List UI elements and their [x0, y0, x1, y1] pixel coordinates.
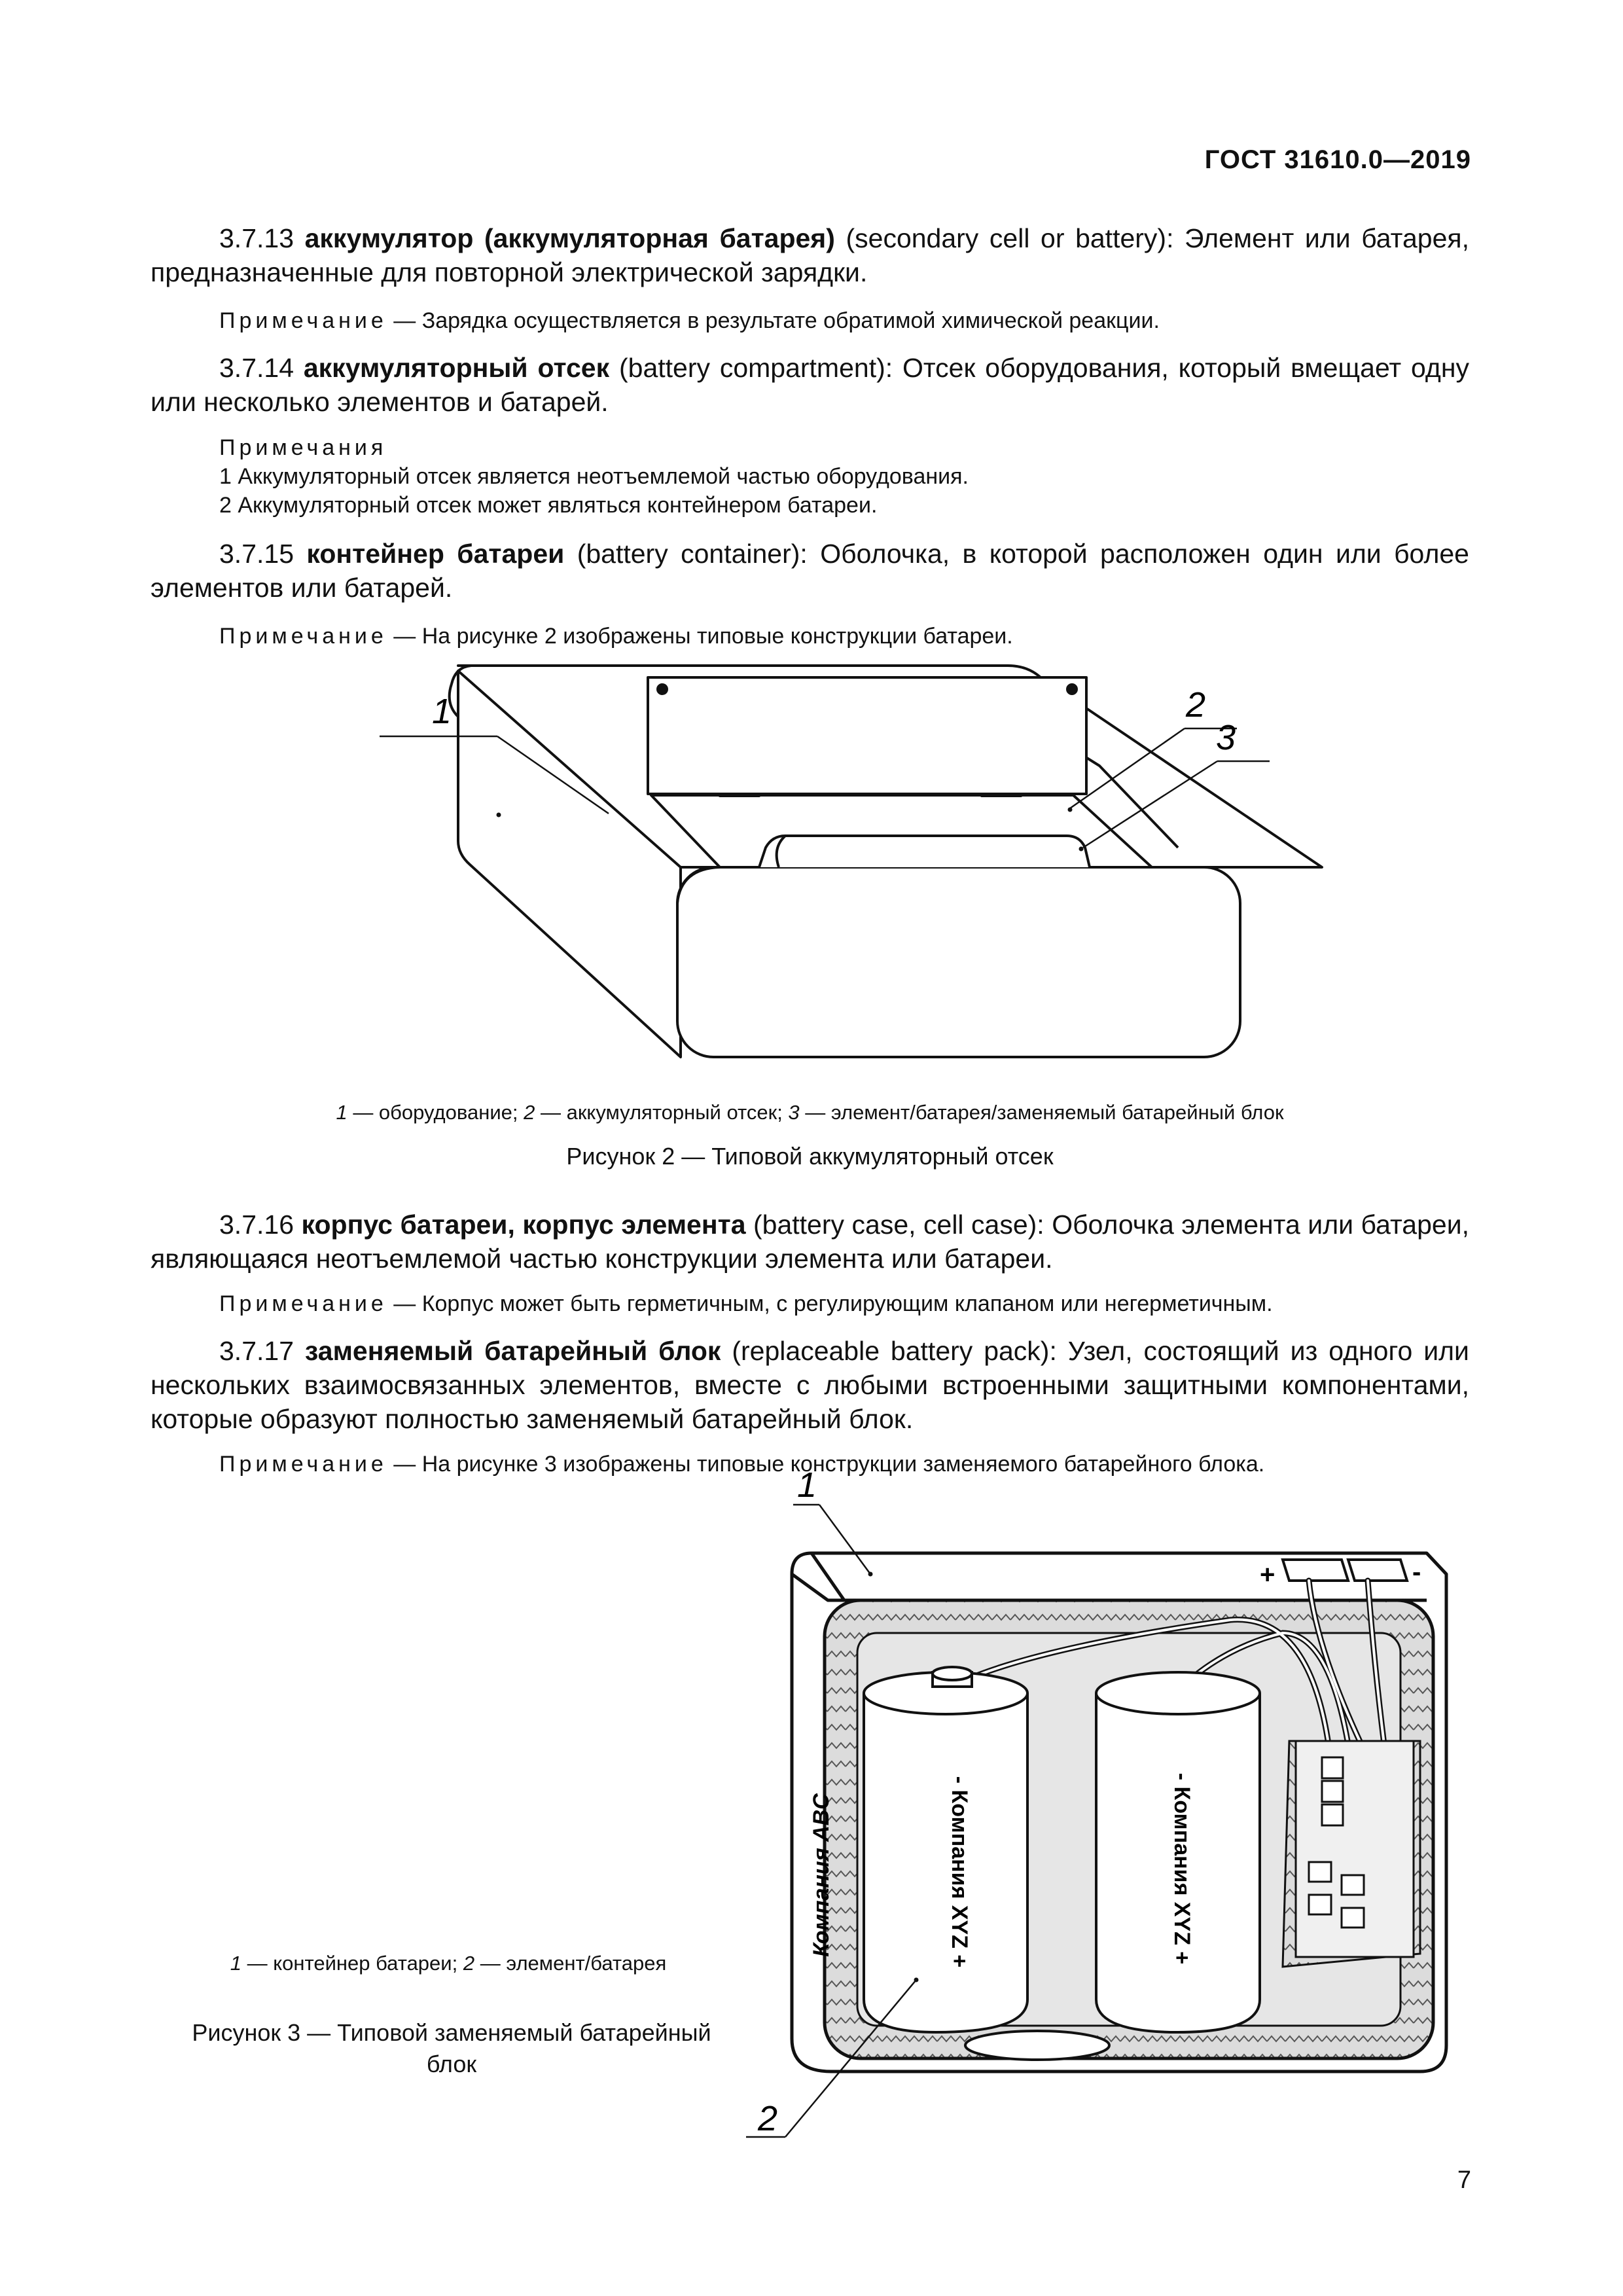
figure-3-drawing [758, 1465, 1479, 2163]
figure-3-title [157, 2017, 746, 2080]
callout-2: 2 [1186, 685, 1206, 725]
callout-1: 1 [797, 1465, 817, 1505]
callout-2: 2 [758, 2099, 778, 2138]
compartment-lid [648, 677, 1086, 794]
note-3-7-16 [219, 1289, 1463, 1318]
term-definition: (battery case, cell case): Оболочка элемента или батареи, являющаяся неотъемлемой частью конструкции элемента или батареи. [151, 1210, 1469, 1274]
cell-2-label: - Компания XYZ + [1169, 1772, 1194, 1965]
figure-2-title: Рисунок 2 — Типовой аккумуляторный отсек [566, 1143, 1054, 1170]
cell-1-body [864, 1693, 1027, 2032]
note-label: Примечание [219, 308, 387, 333]
figure-3-title-line-1: Рисунок 3 — Типовой заменяемый батарейный [192, 2019, 711, 2046]
term-title: заменяемый батарейный блок [304, 1336, 721, 1366]
legend-num-1: 1 [336, 1101, 348, 1124]
term-number: 3.7.15 [219, 539, 294, 569]
page-number: 7 [1457, 2166, 1471, 2194]
note-3-7-13 [219, 306, 1463, 335]
component-6 [1309, 1895, 1331, 1914]
component-2 [1322, 1781, 1343, 1802]
figure-3-title-line-2: блок [426, 2051, 477, 2077]
term-3-7-14 [151, 351, 1469, 419]
legend-text-1: — контейнер батареи; [241, 1952, 463, 1975]
point-1 [868, 1572, 873, 1577]
figure-2-legend [151, 1100, 1469, 1126]
note-text: — Корпус может быть герметичным, с регулирующим клапаном или негерметичным. [387, 1291, 1273, 1316]
terminal-minus-socket [1348, 1560, 1407, 1581]
term-number: 3.7.16 [219, 1210, 294, 1240]
figure-2-drawing [353, 651, 1302, 1096]
term-title: контейнер батареи [306, 539, 565, 569]
term-3-7-15 [151, 537, 1469, 605]
term-definition: (battery compartment): Отсек оборудования, который вмещает одну или несколько элементов и батарей. [151, 353, 1469, 417]
cell-shadow [965, 2031, 1109, 2060]
legend-num-3: 3 [788, 1101, 800, 1124]
term-title: аккумуляторный отсек [303, 353, 610, 383]
legend-text-2: — элемент/батарея [474, 1952, 667, 1975]
side-label-company-abc: Компания ABC [809, 1793, 834, 1957]
component-1 [1322, 1757, 1343, 1778]
note-line-1: 1 Аккумуляторный отсек является неотъемлемой частью оборудования. [219, 464, 969, 489]
legend-num-2: 2 [524, 1101, 535, 1124]
equipment-front-face [677, 867, 1240, 1057]
legend-text-2: — аккумуляторный отсек; [535, 1101, 789, 1124]
cell-in-compartment [759, 836, 1090, 867]
point-1 [497, 813, 501, 817]
note-label: Примечание [219, 1291, 387, 1316]
note-text: — На рисунке 2 изображены типовые конструкции батареи. [387, 624, 1013, 649]
legend-num-1: 1 [230, 1952, 241, 1975]
notes-3-7-14 [219, 433, 1463, 520]
term-3-7-17 [151, 1334, 1469, 1436]
term-number: 3.7.13 [219, 223, 294, 253]
notes-label: Примечания [219, 435, 387, 460]
terminal-plus-socket [1283, 1560, 1348, 1581]
term-number: 3.7.14 [219, 353, 294, 383]
term-definition: (battery container): Оболочка, в которой расположен один или более элементов или батарей. [151, 539, 1469, 603]
note-text: — Зарядка осуществляется в результате обратимой химической реакции. [387, 308, 1160, 333]
term-number: 3.7.17 [219, 1336, 294, 1366]
component-3 [1322, 1804, 1343, 1825]
figure-2-battery-compartment [353, 651, 1302, 1096]
note-line-2: 2 Аккумуляторный отсек может являться контейнером батареи. [219, 493, 878, 518]
note-3-7-15 [219, 622, 1463, 651]
term-definition: (replaceable battery pack): Узел, состоящий из одного или нескольких взаимосвязанных элементов, вместе с любыми встроенными защитными компонентами, которые образуют полностью заменяемый батарейный блок. [151, 1336, 1469, 1434]
term-definition: (secondary cell or battery): Элемент или батарея, предназначенные для повторной электрической зарядки. [151, 223, 1469, 287]
terminal-minus-label: - [1412, 1558, 1421, 1587]
terminal-plus-label: + [1260, 1560, 1275, 1589]
lid-screw-right [1067, 685, 1077, 694]
cell-2-top [1096, 1672, 1260, 1714]
figure-3-legend [170, 1950, 726, 1977]
callout-1: 1 [432, 692, 452, 731]
point-3 [1079, 847, 1084, 852]
note-label: Примечание [219, 624, 387, 649]
note-3-7-17 [219, 1450, 1463, 1479]
cell-1-label: - Компания XYZ + [947, 1776, 972, 1968]
lid-screw-left [658, 685, 667, 694]
figure-3-battery-pack [758, 1465, 1479, 2163]
cell-1-cap-top [933, 1667, 972, 1680]
point-2 [1068, 808, 1073, 812]
term-title: аккумулятор (аккумуляторная батарея) [304, 223, 835, 253]
legend-text-1: — оборудование; [347, 1101, 524, 1124]
legend-num-2: 2 [463, 1952, 475, 1975]
legend-text-3: — элемент/батарея/заменяемый батарейный блок [799, 1101, 1284, 1124]
note-text: — На рисунке 3 изображены типовые конструкции заменяемого батарейного блока. [387, 1452, 1265, 1477]
component-5 [1342, 1875, 1364, 1895]
term-title: корпус батареи, корпус элемента [301, 1210, 746, 1240]
term-3-7-16 [151, 1208, 1469, 1276]
note-label: Примечание [219, 1452, 387, 1477]
term-3-7-13 [151, 221, 1469, 289]
callout-3: 3 [1216, 718, 1236, 757]
component-7 [1342, 1908, 1364, 1928]
standard-header: ГОСТ 31610.0—2019 [1204, 145, 1471, 174]
point-2 [914, 1978, 919, 1982]
component-4 [1309, 1862, 1331, 1882]
